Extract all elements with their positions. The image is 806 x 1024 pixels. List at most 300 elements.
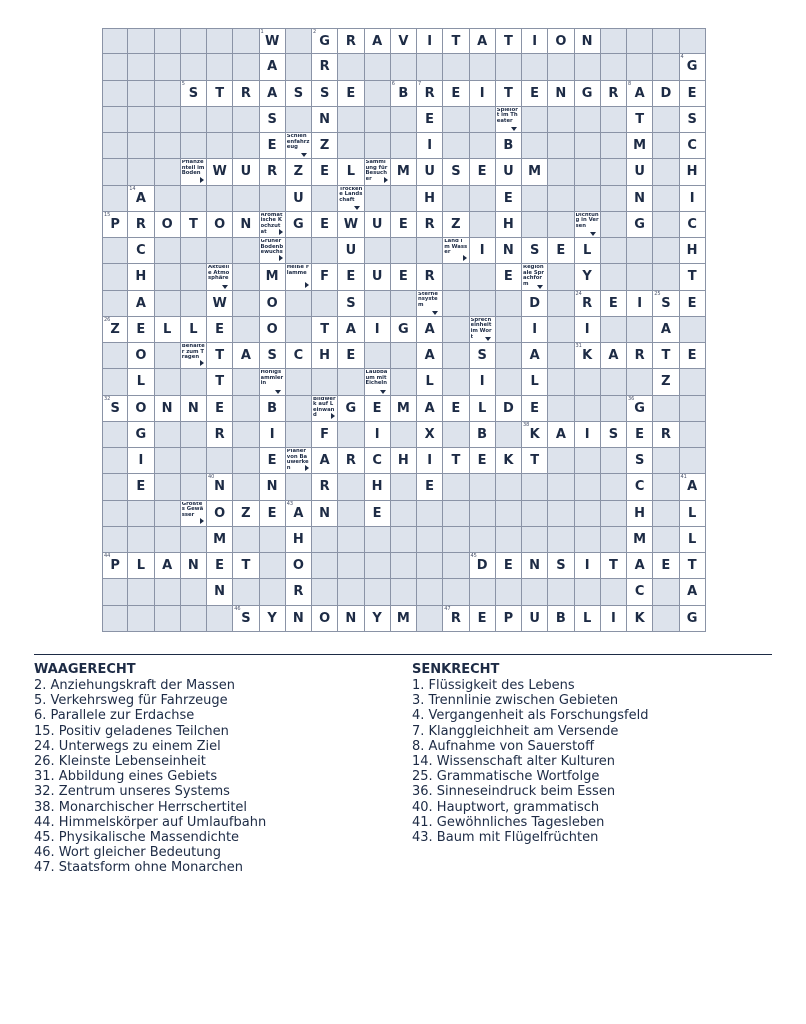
blank-cell bbox=[207, 238, 233, 264]
letter-cell[interactable] bbox=[207, 579, 233, 605]
blank-cell bbox=[233, 28, 259, 54]
letter-cell[interactable] bbox=[522, 343, 548, 369]
letter-cell[interactable] bbox=[680, 501, 706, 527]
clue-item: 43. Baum mit Flügelfrüchten bbox=[412, 830, 599, 846]
letter-cell[interactable] bbox=[260, 291, 286, 317]
letter-cell[interactable] bbox=[338, 159, 364, 185]
letter-cell[interactable] bbox=[548, 606, 574, 632]
clue-number: 41 bbox=[680, 474, 687, 481]
blank-cell bbox=[233, 133, 259, 159]
letter-cell[interactable] bbox=[286, 553, 312, 579]
letter-cell[interactable] bbox=[417, 343, 443, 369]
letter-cell[interactable] bbox=[128, 369, 154, 395]
letter-cell[interactable] bbox=[417, 474, 443, 500]
letter-cell[interactable] bbox=[365, 501, 391, 527]
letter-cell[interactable] bbox=[338, 238, 364, 264]
letter-cell[interactable] bbox=[260, 159, 286, 185]
letter-cell[interactable] bbox=[653, 317, 679, 343]
letter-cell[interactable] bbox=[128, 448, 154, 474]
letter-cell[interactable] bbox=[627, 133, 653, 159]
letter-cell[interactable] bbox=[627, 186, 653, 212]
blank-cell bbox=[391, 474, 417, 500]
blank-cell bbox=[128, 606, 154, 632]
letter-cell[interactable] bbox=[286, 527, 312, 553]
letter-cell[interactable] bbox=[680, 107, 706, 133]
letter-cell[interactable] bbox=[443, 212, 469, 238]
letter-cell[interactable] bbox=[522, 238, 548, 264]
letter-cell[interactable] bbox=[601, 343, 627, 369]
cell-letter: E bbox=[425, 479, 435, 495]
letter-cell[interactable] bbox=[627, 579, 653, 605]
letter-cell[interactable] bbox=[365, 28, 391, 54]
letter-cell[interactable] bbox=[627, 212, 653, 238]
blank-cell bbox=[443, 553, 469, 579]
cell-letter: N bbox=[292, 610, 304, 626]
letter-cell[interactable] bbox=[522, 317, 548, 343]
letter-cell[interactable] bbox=[680, 474, 706, 500]
blank-cell bbox=[338, 54, 364, 80]
letter-cell[interactable] bbox=[128, 264, 154, 290]
letter-cell[interactable] bbox=[312, 474, 338, 500]
letter-cell[interactable] bbox=[207, 159, 233, 185]
letter-cell[interactable] bbox=[155, 212, 181, 238]
letter-cell[interactable] bbox=[207, 527, 233, 553]
letter-cell[interactable] bbox=[102, 317, 128, 343]
letter-cell[interactable] bbox=[260, 422, 286, 448]
letter-cell[interactable] bbox=[680, 133, 706, 159]
blank-cell bbox=[128, 28, 154, 54]
letter-cell[interactable] bbox=[680, 159, 706, 185]
letter-cell[interactable] bbox=[575, 422, 601, 448]
letter-cell[interactable] bbox=[207, 212, 233, 238]
letter-cell[interactable] bbox=[417, 317, 443, 343]
letter-cell[interactable] bbox=[470, 369, 496, 395]
letter-cell[interactable] bbox=[233, 343, 259, 369]
letter-cell[interactable] bbox=[207, 501, 233, 527]
arrow-down-icon bbox=[301, 153, 307, 157]
letter-cell[interactable] bbox=[522, 81, 548, 107]
letter-cell[interactable] bbox=[548, 28, 574, 54]
letter-cell[interactable] bbox=[365, 606, 391, 632]
letter-cell[interactable] bbox=[522, 606, 548, 632]
letter-cell[interactable] bbox=[470, 159, 496, 185]
letter-cell[interactable] bbox=[470, 553, 496, 579]
letter-cell[interactable] bbox=[260, 264, 286, 290]
letter-cell[interactable] bbox=[286, 606, 312, 632]
letter-cell[interactable] bbox=[233, 606, 259, 632]
letter-cell[interactable] bbox=[575, 317, 601, 343]
letter-cell[interactable] bbox=[260, 81, 286, 107]
cell-letter: D bbox=[529, 295, 541, 311]
letter-cell[interactable] bbox=[417, 186, 443, 212]
letter-cell[interactable] bbox=[548, 422, 574, 448]
letter-cell[interactable] bbox=[365, 422, 391, 448]
cell-letter: E bbox=[556, 243, 566, 258]
letter-cell[interactable] bbox=[155, 553, 181, 579]
letter-cell[interactable] bbox=[575, 264, 601, 290]
letter-cell[interactable] bbox=[601, 422, 627, 448]
cell-letter: E bbox=[477, 453, 487, 468]
blank-cell bbox=[128, 133, 154, 159]
letter-cell[interactable] bbox=[102, 553, 128, 579]
cell-letter: I bbox=[584, 321, 590, 337]
letter-cell[interactable] bbox=[627, 553, 653, 579]
letter-cell[interactable] bbox=[417, 212, 443, 238]
letter-cell[interactable] bbox=[443, 448, 469, 474]
letter-cell[interactable] bbox=[496, 396, 522, 422]
letter-cell[interactable] bbox=[680, 606, 706, 632]
letter-cell[interactable] bbox=[181, 317, 207, 343]
letter-cell[interactable] bbox=[417, 369, 443, 395]
letter-cell[interactable] bbox=[207, 474, 233, 500]
clue-number: 45 bbox=[470, 553, 477, 559]
letter-cell[interactable] bbox=[575, 343, 601, 369]
letter-cell[interactable] bbox=[601, 553, 627, 579]
letter-cell[interactable] bbox=[338, 448, 364, 474]
letter-cell[interactable] bbox=[470, 238, 496, 264]
letter-cell[interactable] bbox=[627, 422, 653, 448]
letter-cell[interactable] bbox=[548, 553, 574, 579]
letter-cell[interactable] bbox=[496, 186, 522, 212]
blank-cell bbox=[443, 54, 469, 80]
letter-cell[interactable] bbox=[233, 553, 259, 579]
letter-cell[interactable] bbox=[338, 28, 364, 54]
letter-cell[interactable] bbox=[286, 159, 312, 185]
letter-cell[interactable] bbox=[338, 606, 364, 632]
cell-letter: P bbox=[503, 610, 514, 626]
cell-letter: B bbox=[503, 138, 514, 153]
letter-cell[interactable] bbox=[496, 159, 522, 185]
letter-cell[interactable] bbox=[312, 212, 338, 238]
letter-cell[interactable] bbox=[417, 81, 443, 107]
letter-cell[interactable] bbox=[496, 238, 522, 264]
letter-cell[interactable] bbox=[260, 317, 286, 343]
letter-cell[interactable] bbox=[522, 396, 548, 422]
letter-cell[interactable] bbox=[417, 422, 443, 448]
cell-letter: H bbox=[135, 269, 147, 285]
letter-cell[interactable] bbox=[338, 343, 364, 369]
letter-cell[interactable] bbox=[601, 81, 627, 107]
letter-cell[interactable] bbox=[522, 28, 548, 54]
letter-cell[interactable] bbox=[233, 159, 259, 185]
cell-letter: M bbox=[633, 138, 647, 153]
letter-cell[interactable] bbox=[470, 422, 496, 448]
letter-cell[interactable] bbox=[496, 553, 522, 579]
letter-cell[interactable] bbox=[653, 81, 679, 107]
letter-cell[interactable] bbox=[627, 474, 653, 500]
cell-letter: I bbox=[637, 295, 643, 311]
letter-cell[interactable] bbox=[207, 291, 233, 317]
letter-cell[interactable] bbox=[496, 264, 522, 290]
letter-cell[interactable] bbox=[391, 317, 417, 343]
letter-cell[interactable] bbox=[102, 212, 128, 238]
letter-cell[interactable] bbox=[653, 291, 679, 317]
letter-cell[interactable] bbox=[522, 448, 548, 474]
letter-cell[interactable] bbox=[470, 396, 496, 422]
letter-cell[interactable] bbox=[260, 54, 286, 80]
letter-cell[interactable] bbox=[443, 396, 469, 422]
letter-cell[interactable] bbox=[680, 343, 706, 369]
letter-cell[interactable] bbox=[181, 81, 207, 107]
blank-cell bbox=[548, 107, 574, 133]
letter-cell[interactable] bbox=[338, 264, 364, 290]
letter-cell[interactable] bbox=[680, 212, 706, 238]
letter-cell[interactable] bbox=[470, 448, 496, 474]
letter-cell[interactable] bbox=[128, 317, 154, 343]
letter-cell[interactable] bbox=[496, 28, 522, 54]
cell-letter: W bbox=[212, 295, 227, 311]
letter-cell[interactable] bbox=[312, 264, 338, 290]
letter-cell[interactable] bbox=[128, 422, 154, 448]
letter-cell[interactable] bbox=[286, 343, 312, 369]
blank-cell bbox=[233, 291, 259, 317]
letter-cell[interactable] bbox=[548, 238, 574, 264]
letter-cell[interactable] bbox=[128, 291, 154, 317]
letter-cell[interactable] bbox=[365, 264, 391, 290]
blank-cell bbox=[522, 212, 548, 238]
letter-cell[interactable] bbox=[627, 291, 653, 317]
letter-cell[interactable] bbox=[470, 28, 496, 54]
letter-cell[interactable] bbox=[575, 291, 601, 317]
letter-cell[interactable] bbox=[601, 606, 627, 632]
letter-cell[interactable] bbox=[260, 133, 286, 159]
blank-cell bbox=[601, 448, 627, 474]
letter-cell[interactable] bbox=[260, 474, 286, 500]
letter-cell[interactable] bbox=[207, 369, 233, 395]
letter-cell[interactable] bbox=[128, 553, 154, 579]
letter-cell[interactable] bbox=[128, 396, 154, 422]
blank-cell bbox=[181, 369, 207, 395]
letter-cell[interactable] bbox=[128, 212, 154, 238]
letter-cell[interactable] bbox=[496, 448, 522, 474]
letter-cell[interactable] bbox=[260, 396, 286, 422]
cell-letter: N bbox=[502, 243, 514, 258]
letter-cell[interactable] bbox=[443, 159, 469, 185]
letter-cell[interactable] bbox=[181, 212, 207, 238]
letter-cell[interactable] bbox=[522, 291, 548, 317]
letter-cell[interactable] bbox=[312, 133, 338, 159]
letter-cell[interactable] bbox=[312, 159, 338, 185]
cell-letter: H bbox=[502, 216, 514, 232]
letter-cell[interactable] bbox=[522, 422, 548, 448]
letter-cell[interactable] bbox=[627, 501, 653, 527]
letter-cell[interactable] bbox=[391, 396, 417, 422]
letter-cell[interactable] bbox=[312, 317, 338, 343]
letter-cell[interactable] bbox=[575, 553, 601, 579]
blank-cell bbox=[627, 264, 653, 290]
letter-cell[interactable] bbox=[653, 369, 679, 395]
blank-cell bbox=[496, 291, 522, 317]
letter-cell[interactable] bbox=[417, 107, 443, 133]
cell-letter: S bbox=[267, 348, 277, 363]
cell-letter: Z bbox=[241, 505, 251, 521]
letter-cell[interactable] bbox=[522, 369, 548, 395]
cell-letter: N bbox=[187, 558, 199, 573]
across-clues bbox=[34, 662, 266, 876]
letter-cell[interactable] bbox=[233, 81, 259, 107]
blank-cell bbox=[338, 501, 364, 527]
letter-cell[interactable] bbox=[653, 343, 679, 369]
blank-cell bbox=[260, 579, 286, 605]
letter-cell[interactable] bbox=[312, 54, 338, 80]
letter-cell[interactable] bbox=[627, 606, 653, 632]
letter-cell[interactable] bbox=[496, 81, 522, 107]
letter-cell[interactable] bbox=[260, 501, 286, 527]
letter-cell[interactable] bbox=[391, 212, 417, 238]
letter-cell[interactable] bbox=[417, 396, 443, 422]
blank-cell bbox=[470, 501, 496, 527]
letter-cell[interactable] bbox=[128, 343, 154, 369]
letter-cell[interactable] bbox=[128, 474, 154, 500]
letter-cell[interactable] bbox=[575, 28, 601, 54]
letter-cell[interactable] bbox=[365, 474, 391, 500]
letter-cell[interactable] bbox=[680, 579, 706, 605]
letter-cell[interactable] bbox=[680, 238, 706, 264]
blank-cell bbox=[443, 579, 469, 605]
letter-cell[interactable] bbox=[391, 606, 417, 632]
letter-cell[interactable] bbox=[575, 238, 601, 264]
letter-cell[interactable] bbox=[365, 396, 391, 422]
letter-cell[interactable] bbox=[443, 28, 469, 54]
letter-cell[interactable] bbox=[391, 28, 417, 54]
letter-cell[interactable] bbox=[627, 396, 653, 422]
letter-cell[interactable] bbox=[391, 81, 417, 107]
letter-cell[interactable] bbox=[601, 291, 627, 317]
cell-letter: C bbox=[687, 216, 697, 232]
letter-cell[interactable] bbox=[260, 28, 286, 54]
letter-cell[interactable] bbox=[391, 159, 417, 185]
letter-cell[interactable] bbox=[680, 527, 706, 553]
letter-cell[interactable] bbox=[417, 159, 443, 185]
letter-cell[interactable] bbox=[286, 212, 312, 238]
letter-cell[interactable] bbox=[312, 343, 338, 369]
cell-letter: E bbox=[530, 400, 540, 416]
letter-cell[interactable] bbox=[312, 28, 338, 54]
letter-cell[interactable] bbox=[286, 501, 312, 527]
letter-cell[interactable] bbox=[338, 396, 364, 422]
letter-cell[interactable] bbox=[260, 107, 286, 133]
cell-letter: L bbox=[530, 374, 539, 390]
letter-cell[interactable] bbox=[207, 343, 233, 369]
letter-cell[interactable] bbox=[680, 186, 706, 212]
letter-cell[interactable] bbox=[417, 133, 443, 159]
blank-cell bbox=[575, 186, 601, 212]
letter-cell[interactable] bbox=[627, 343, 653, 369]
letter-cell[interactable] bbox=[575, 81, 601, 107]
letter-cell[interactable] bbox=[312, 422, 338, 448]
letter-cell[interactable] bbox=[496, 606, 522, 632]
letter-cell[interactable] bbox=[338, 212, 364, 238]
letter-cell[interactable] bbox=[312, 448, 338, 474]
clue-cell-text: Pflanzenteil im Boden bbox=[181, 160, 205, 177]
letter-cell[interactable] bbox=[680, 553, 706, 579]
letter-cell[interactable] bbox=[548, 81, 574, 107]
letter-cell[interactable] bbox=[627, 527, 653, 553]
letter-cell[interactable] bbox=[575, 606, 601, 632]
letter-cell[interactable] bbox=[260, 448, 286, 474]
letter-cell[interactable] bbox=[155, 317, 181, 343]
letter-cell[interactable] bbox=[365, 317, 391, 343]
letter-cell[interactable] bbox=[312, 501, 338, 527]
letter-cell[interactable] bbox=[233, 501, 259, 527]
letter-cell[interactable] bbox=[653, 553, 679, 579]
letter-cell[interactable] bbox=[417, 448, 443, 474]
letter-cell[interactable] bbox=[391, 448, 417, 474]
letter-cell[interactable] bbox=[128, 186, 154, 212]
letter-cell[interactable] bbox=[312, 81, 338, 107]
letter-cell[interactable] bbox=[443, 81, 469, 107]
letter-cell[interactable] bbox=[365, 448, 391, 474]
cell-letter: N bbox=[319, 111, 331, 127]
letter-cell[interactable] bbox=[391, 264, 417, 290]
clue-item: 2. Anziehungskraft der Massen bbox=[34, 678, 235, 693]
arrow-down-icon bbox=[511, 127, 517, 131]
letter-cell[interactable] bbox=[443, 606, 469, 632]
letter-cell[interactable] bbox=[365, 212, 391, 238]
letter-cell[interactable] bbox=[312, 606, 338, 632]
letter-cell[interactable] bbox=[627, 159, 653, 185]
cell-letter: N bbox=[214, 479, 226, 495]
cell-letter: T bbox=[215, 374, 225, 390]
letter-cell[interactable] bbox=[627, 448, 653, 474]
letter-cell[interactable] bbox=[496, 212, 522, 238]
letter-cell[interactable] bbox=[627, 107, 653, 133]
letter-cell[interactable] bbox=[417, 28, 443, 54]
letter-cell[interactable] bbox=[680, 291, 706, 317]
letter-cell[interactable] bbox=[470, 606, 496, 632]
letter-cell[interactable] bbox=[470, 343, 496, 369]
letter-cell[interactable] bbox=[155, 396, 181, 422]
letter-cell[interactable] bbox=[338, 317, 364, 343]
letter-cell[interactable] bbox=[286, 579, 312, 605]
letter-cell[interactable] bbox=[207, 396, 233, 422]
cell-letter: A bbox=[267, 85, 278, 101]
letter-cell[interactable] bbox=[102, 396, 128, 422]
letter-cell[interactable] bbox=[181, 396, 207, 422]
letter-cell[interactable] bbox=[680, 264, 706, 290]
blank-cell bbox=[496, 343, 522, 369]
blank-cell bbox=[181, 579, 207, 605]
letter-cell[interactable] bbox=[181, 553, 207, 579]
letter-cell[interactable] bbox=[522, 553, 548, 579]
letter-cell[interactable] bbox=[338, 81, 364, 107]
letter-cell[interactable] bbox=[207, 81, 233, 107]
letter-cell[interactable] bbox=[207, 553, 233, 579]
letter-cell[interactable] bbox=[286, 81, 312, 107]
blank-cell bbox=[575, 501, 601, 527]
letter-cell[interactable] bbox=[627, 81, 653, 107]
letter-cell[interactable] bbox=[260, 343, 286, 369]
letter-cell[interactable] bbox=[470, 81, 496, 107]
letter-cell[interactable] bbox=[207, 422, 233, 448]
cell-letter: I bbox=[610, 610, 616, 626]
letter-cell[interactable] bbox=[128, 238, 154, 264]
letter-cell[interactable] bbox=[312, 107, 338, 133]
letter-cell[interactable] bbox=[417, 264, 443, 290]
letter-cell[interactable] bbox=[680, 54, 706, 80]
letter-cell[interactable] bbox=[680, 81, 706, 107]
cell-letter: E bbox=[346, 348, 356, 363]
letter-cell[interactable] bbox=[496, 133, 522, 159]
letter-cell[interactable] bbox=[522, 159, 548, 185]
letter-cell[interactable] bbox=[653, 422, 679, 448]
letter-cell[interactable] bbox=[260, 606, 286, 632]
letter-cell[interactable] bbox=[207, 317, 233, 343]
letter-cell[interactable] bbox=[338, 291, 364, 317]
clue-cell bbox=[286, 133, 312, 159]
letter-cell[interactable] bbox=[286, 186, 312, 212]
letter-cell[interactable] bbox=[233, 212, 259, 238]
